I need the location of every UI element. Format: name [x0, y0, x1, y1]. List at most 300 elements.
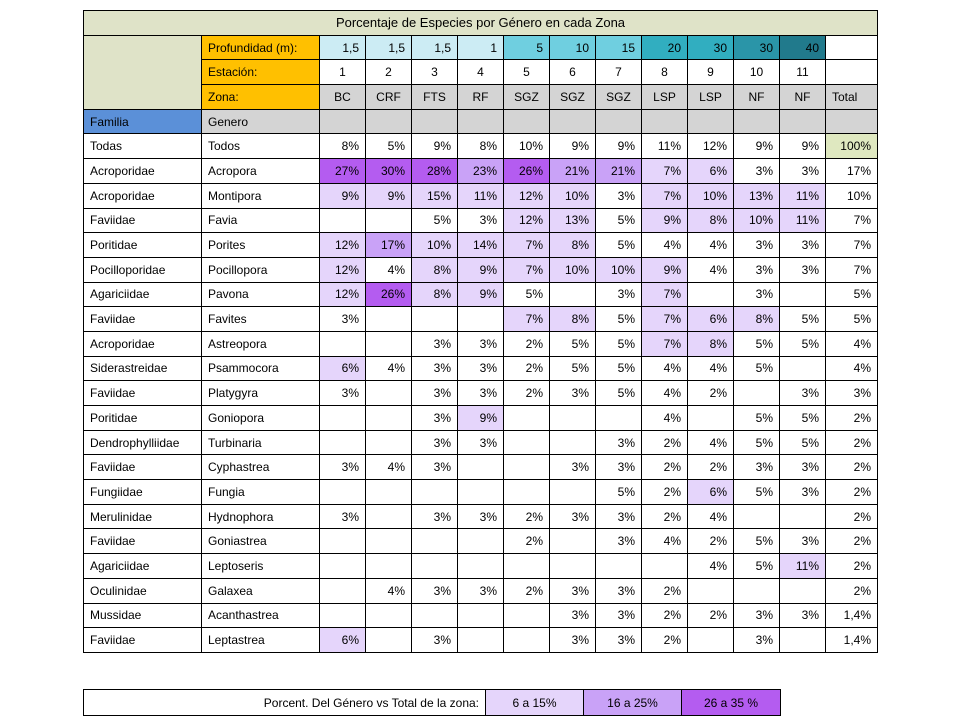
percentage-cell: 2%	[688, 455, 734, 480]
percentage-cell: 5%	[596, 480, 642, 505]
family-cell: Oculinidae	[84, 578, 202, 603]
genus-cell: Acropora	[202, 159, 320, 184]
percentage-cell	[412, 603, 458, 628]
percentage-cell: 3%	[734, 455, 780, 480]
station-cell: 6	[550, 60, 596, 85]
percentage-cell: 12%	[320, 257, 366, 282]
percentage-cell	[366, 504, 412, 529]
percentage-cell: 9%	[458, 282, 504, 307]
percentage-cell: 9%	[366, 183, 412, 208]
percentage-cell: 10%	[550, 183, 596, 208]
percentage-cell: 5%	[734, 331, 780, 356]
percentage-cell	[412, 307, 458, 332]
zone-cell: SGZ	[550, 85, 596, 110]
family-cell: Poritidae	[84, 406, 202, 431]
percentage-cell	[780, 628, 826, 653]
genus-cell: Montipora	[202, 183, 320, 208]
depth-cell: 30	[688, 35, 734, 60]
family-cell: Faviidae	[84, 381, 202, 406]
percentage-cell: 12%	[320, 282, 366, 307]
percentage-cell: 26%	[366, 282, 412, 307]
zone-cell: NF	[734, 85, 780, 110]
total-cell: 2%	[826, 529, 878, 554]
total-cell: 5%	[826, 307, 878, 332]
total-cell: 1,4%	[826, 603, 878, 628]
percentage-cell: 3%	[412, 356, 458, 381]
percentage-cell: 2%	[688, 529, 734, 554]
percentage-cell	[320, 480, 366, 505]
percentage-cell: 6%	[688, 480, 734, 505]
table-row	[84, 208, 878, 233]
percentage-cell	[596, 554, 642, 579]
header-blank-cell	[734, 109, 780, 134]
genus-cell: Acanthastrea	[202, 603, 320, 628]
family-cell: Faviidae	[84, 628, 202, 653]
percentage-cell: 8%	[458, 134, 504, 159]
station-cell: 11	[780, 60, 826, 85]
percentage-cell: 3%	[320, 504, 366, 529]
percentage-cell: 3%	[412, 406, 458, 431]
depth-cell: 40	[780, 35, 826, 60]
percentage-cell	[734, 381, 780, 406]
percentage-cell	[780, 578, 826, 603]
percentage-cell: 9%	[642, 208, 688, 233]
percentage-cell: 27%	[320, 159, 366, 184]
header-blank-cell	[826, 109, 878, 134]
percentage-cell: 4%	[366, 257, 412, 282]
percentage-cell: 4%	[642, 529, 688, 554]
percentage-cell	[366, 480, 412, 505]
percentage-cell	[366, 603, 412, 628]
percentage-cell	[366, 529, 412, 554]
percentage-cell	[458, 480, 504, 505]
genus-cell: Platygyra	[202, 381, 320, 406]
percentage-cell: 3%	[320, 455, 366, 480]
family-cell: Mussidae	[84, 603, 202, 628]
percentage-cell: 2%	[504, 529, 550, 554]
legend-swatch-high: 26 a 35 %	[682, 690, 780, 715]
percentage-cell	[320, 529, 366, 554]
total-cell: 17%	[826, 159, 878, 184]
legend-swatch-mid: 16 a 25%	[584, 690, 682, 715]
total-cell: 2%	[826, 554, 878, 579]
percentage-cell	[412, 554, 458, 579]
total-cell: 4%	[826, 331, 878, 356]
percentage-cell: 21%	[596, 159, 642, 184]
percentage-cell: 3%	[320, 307, 366, 332]
percentage-cell	[550, 430, 596, 455]
percentage-cell: 3%	[596, 578, 642, 603]
percentage-cell	[504, 628, 550, 653]
percentage-cell	[366, 406, 412, 431]
genus-cell: Astreopora	[202, 331, 320, 356]
percentage-cell	[504, 455, 550, 480]
depth-cell: 1	[458, 35, 504, 60]
family-cell: Faviidae	[84, 208, 202, 233]
percentage-cell: 4%	[366, 455, 412, 480]
percentage-cell: 3%	[596, 529, 642, 554]
percentage-cell: 5%	[734, 406, 780, 431]
total-column-header: Total	[826, 85, 878, 110]
percentage-cell: 5%	[596, 307, 642, 332]
percentage-cell	[366, 331, 412, 356]
percentage-cell: 17%	[366, 233, 412, 258]
percentage-cell: 3%	[596, 282, 642, 307]
table-row	[84, 406, 878, 431]
percentage-cell: 5%	[780, 307, 826, 332]
legend-swatch-low: 6 a 15%	[486, 690, 584, 715]
percentage-cell	[320, 603, 366, 628]
station-total-blank	[826, 60, 878, 85]
percentage-cell: 2%	[504, 504, 550, 529]
percentage-cell	[550, 554, 596, 579]
percentage-cell	[320, 406, 366, 431]
percentage-cell: 7%	[642, 307, 688, 332]
percentage-cell: 3%	[550, 603, 596, 628]
station-cell: 3	[412, 60, 458, 85]
genus-cell: Psammocora	[202, 356, 320, 381]
percentage-cell: 3%	[734, 282, 780, 307]
header-blank-cell	[320, 109, 366, 134]
table-row	[84, 257, 878, 282]
percentage-cell: 7%	[504, 307, 550, 332]
depth-cell: 5	[504, 35, 550, 60]
percentage-cell	[320, 331, 366, 356]
header-blank-cell	[366, 109, 412, 134]
percentage-cell: 11%	[780, 554, 826, 579]
percentage-cell: 3%	[596, 455, 642, 480]
percentage-cell	[320, 208, 366, 233]
depth-cell: 20	[642, 35, 688, 60]
table-row	[84, 233, 878, 258]
percentage-cell: 7%	[504, 233, 550, 258]
family-cell: Siderastreidae	[84, 356, 202, 381]
percentage-cell: 9%	[642, 257, 688, 282]
family-cell: Acroporidae	[84, 159, 202, 184]
percentage-cell: 8%	[688, 208, 734, 233]
percentage-cell: 4%	[642, 356, 688, 381]
percentage-cell: 9%	[458, 257, 504, 282]
percentage-cell: 2%	[642, 430, 688, 455]
percentage-cell: 3%	[550, 381, 596, 406]
percentage-cell: 4%	[688, 233, 734, 258]
genus-cell: Fungia	[202, 480, 320, 505]
header-blank-cell	[458, 109, 504, 134]
percentage-cell: 3%	[550, 455, 596, 480]
percentage-cell: 8%	[688, 331, 734, 356]
percentage-cell: 2%	[642, 628, 688, 653]
percentage-cell: 7%	[642, 159, 688, 184]
percentage-cell: 3%	[596, 628, 642, 653]
percentage-cell	[320, 578, 366, 603]
table-row	[84, 578, 878, 603]
table-row	[84, 554, 878, 579]
percentage-cell: 10%	[688, 183, 734, 208]
percentage-cell	[688, 578, 734, 603]
depth-cell: 10	[550, 35, 596, 60]
genus-cell: Pocillopora	[202, 257, 320, 282]
percentage-cell: 4%	[688, 554, 734, 579]
header-blank-cell	[780, 109, 826, 134]
percentage-cell: 3%	[320, 381, 366, 406]
depth-cell: 30	[734, 35, 780, 60]
percentage-cell: 6%	[320, 628, 366, 653]
percentage-cell: 11%	[780, 183, 826, 208]
header-blank-cell	[504, 109, 550, 134]
header-blank-cell	[412, 109, 458, 134]
percentage-cell: 5%	[596, 233, 642, 258]
table-title: Porcentaje de Especies por Género en cada Zona	[84, 11, 878, 36]
header-blank-cell	[688, 109, 734, 134]
percentage-cell	[320, 430, 366, 455]
percentage-cell: 3%	[412, 578, 458, 603]
percentage-cell: 3%	[550, 578, 596, 603]
percentage-cell: 9%	[550, 134, 596, 159]
percentage-cell: 3%	[458, 381, 504, 406]
percentage-cell: 8%	[320, 134, 366, 159]
station-cell: 9	[688, 60, 734, 85]
percentage-cell: 10%	[550, 257, 596, 282]
percentage-cell	[366, 554, 412, 579]
percentage-cell: 23%	[458, 159, 504, 184]
genus-cell: Goniopora	[202, 406, 320, 431]
percentage-cell	[458, 529, 504, 554]
percentage-cell: 4%	[642, 381, 688, 406]
station-label: Estación:	[202, 60, 320, 85]
table-row	[84, 282, 878, 307]
percentage-cell: 5%	[550, 331, 596, 356]
percentage-cell	[550, 480, 596, 505]
percentage-cell	[550, 529, 596, 554]
genus-cell: Cyphastrea	[202, 455, 320, 480]
percentage-cell: 10%	[412, 233, 458, 258]
percentage-cell: 3%	[780, 529, 826, 554]
percentage-cell: 3%	[734, 603, 780, 628]
percentage-cell	[366, 307, 412, 332]
table-row	[84, 307, 878, 332]
percentage-cell: 2%	[504, 356, 550, 381]
percentage-cell: 9%	[780, 134, 826, 159]
zone-cell: NF	[780, 85, 826, 110]
table-row	[84, 504, 878, 529]
percentage-cell: 2%	[642, 578, 688, 603]
table-row	[84, 628, 878, 653]
percentage-cell: 6%	[688, 307, 734, 332]
percentage-cell: 5%	[780, 406, 826, 431]
family-cell: Agariciidae	[84, 282, 202, 307]
percentage-cell	[504, 603, 550, 628]
percentage-cell: 9%	[596, 134, 642, 159]
percentage-cell	[780, 504, 826, 529]
genus-cell: Leptastrea	[202, 628, 320, 653]
depth-cell: 15	[596, 35, 642, 60]
percentage-cell: 11%	[642, 134, 688, 159]
header-blank-cell	[550, 109, 596, 134]
percentage-cell: 3%	[596, 430, 642, 455]
percentage-cell: 3%	[458, 578, 504, 603]
percentage-cell	[458, 554, 504, 579]
station-cell: 5	[504, 60, 550, 85]
percentage-cell	[734, 578, 780, 603]
percentage-cell	[504, 406, 550, 431]
zone-cell: LSP	[642, 85, 688, 110]
percentage-cell: 4%	[688, 430, 734, 455]
genus-cell: Galaxea	[202, 578, 320, 603]
percentage-cell: 5%	[596, 356, 642, 381]
percentage-cell: 7%	[504, 257, 550, 282]
family-cell: Faviidae	[84, 529, 202, 554]
percentage-cell: 10%	[734, 208, 780, 233]
percentage-cell	[550, 282, 596, 307]
percentage-cell: 2%	[504, 578, 550, 603]
percentage-cell: 13%	[550, 208, 596, 233]
percentage-cell: 26%	[504, 159, 550, 184]
family-cell: Todas	[84, 134, 202, 159]
percentage-cell: 9%	[320, 183, 366, 208]
table-row	[84, 331, 878, 356]
station-cell: 7	[596, 60, 642, 85]
percentage-cell: 2%	[504, 331, 550, 356]
table-row	[84, 134, 878, 159]
family-cell: Faviidae	[84, 307, 202, 332]
family-cell: Acroporidae	[84, 183, 202, 208]
percentage-cell: 5%	[734, 529, 780, 554]
percentage-cell: 7%	[642, 183, 688, 208]
percentage-cell: 5%	[412, 208, 458, 233]
percentage-cell: 3%	[412, 455, 458, 480]
percentage-cell	[504, 430, 550, 455]
percentage-cell: 3%	[550, 628, 596, 653]
percentage-cell: 5%	[780, 331, 826, 356]
table-row	[84, 529, 878, 554]
percentage-cell: 3%	[550, 504, 596, 529]
percentage-cell: 3%	[780, 603, 826, 628]
percentage-cell: 3%	[596, 183, 642, 208]
percentage-cell: 2%	[642, 504, 688, 529]
station-cell: 10	[734, 60, 780, 85]
family-cell: Pocilloporidae	[84, 257, 202, 282]
total-cell: 7%	[826, 257, 878, 282]
percentage-cell: 3%	[458, 430, 504, 455]
total-cell: 100%	[826, 134, 878, 159]
percentage-cell: 4%	[688, 356, 734, 381]
station-cell: 4	[458, 60, 504, 85]
percentage-cell	[458, 603, 504, 628]
genus-cell: Goniastrea	[202, 529, 320, 554]
table-row	[84, 455, 878, 480]
total-cell: 7%	[826, 233, 878, 258]
percentage-cell	[412, 529, 458, 554]
percentage-cell	[688, 282, 734, 307]
depth-cell: 1,5	[320, 35, 366, 60]
percentage-cell: 4%	[366, 578, 412, 603]
family-cell: Agariciidae	[84, 554, 202, 579]
percentage-cell	[734, 504, 780, 529]
percentage-cell: 9%	[734, 134, 780, 159]
total-cell: 2%	[826, 406, 878, 431]
percentage-cell: 2%	[642, 455, 688, 480]
percentage-cell: 4%	[642, 233, 688, 258]
percentage-cell	[458, 455, 504, 480]
percentage-cell: 4%	[688, 504, 734, 529]
total-cell: 2%	[826, 480, 878, 505]
percentage-cell	[780, 356, 826, 381]
genus-cell: Favites	[202, 307, 320, 332]
percentage-cell: 3%	[734, 628, 780, 653]
percentage-cell	[780, 282, 826, 307]
total-cell: 1,4%	[826, 628, 878, 653]
percentage-cell: 2%	[688, 603, 734, 628]
depth-total-blank	[826, 35, 878, 60]
genus-cell: Hydnophora	[202, 504, 320, 529]
percentage-cell	[458, 307, 504, 332]
percentage-cell: 12%	[688, 134, 734, 159]
table-row	[84, 356, 878, 381]
table-row	[84, 183, 878, 208]
genus-cell: Todos	[202, 134, 320, 159]
percentage-cell: 3%	[734, 233, 780, 258]
genus-column-header: Genero	[202, 109, 320, 134]
percentage-cell: 3%	[458, 331, 504, 356]
genus-cell: Porites	[202, 233, 320, 258]
percentage-cell: 3%	[458, 504, 504, 529]
zone-cell: RF	[458, 85, 504, 110]
percentage-cell: 12%	[504, 183, 550, 208]
percentage-cell: 3%	[412, 381, 458, 406]
genus-cell: Favia	[202, 208, 320, 233]
depth-label: Profundidad (m):	[202, 35, 320, 60]
percentage-cell: 3%	[412, 430, 458, 455]
station-cell: 8	[642, 60, 688, 85]
percentage-cell: 5%	[596, 381, 642, 406]
percentage-cell	[366, 430, 412, 455]
percentage-cell: 6%	[320, 356, 366, 381]
percentage-cell: 5%	[596, 208, 642, 233]
table-row	[84, 159, 878, 184]
percentage-cell: 8%	[550, 307, 596, 332]
percentage-cell: 4%	[688, 257, 734, 282]
percentage-cell: 5%	[504, 282, 550, 307]
percentage-cell: 3%	[596, 603, 642, 628]
genus-cell: Pavona	[202, 282, 320, 307]
percentage-cell: 30%	[366, 159, 412, 184]
percentage-cell: 2%	[642, 480, 688, 505]
percentage-cell	[550, 406, 596, 431]
total-cell: 2%	[826, 578, 878, 603]
zone-cell: CRF	[366, 85, 412, 110]
percentage-cell: 3%	[780, 381, 826, 406]
percentage-cell: 3%	[412, 504, 458, 529]
zone-cell: SGZ	[504, 85, 550, 110]
percentage-cell: 11%	[458, 183, 504, 208]
percentage-cell	[366, 381, 412, 406]
percentage-cell: 3%	[780, 159, 826, 184]
family-cell: Acroporidae	[84, 331, 202, 356]
percentage-cell	[366, 628, 412, 653]
percentage-cell: 4%	[642, 406, 688, 431]
family-cell: Faviidae	[84, 455, 202, 480]
zone-cell: LSP	[688, 85, 734, 110]
percentage-cell: 10%	[504, 134, 550, 159]
percentage-cell: 8%	[550, 233, 596, 258]
percentage-cell: 4%	[366, 356, 412, 381]
species-percentage-table	[83, 10, 878, 653]
percentage-cell: 3%	[780, 480, 826, 505]
station-cell: 1	[320, 60, 366, 85]
percentage-cell	[642, 554, 688, 579]
percentage-cell: 8%	[734, 307, 780, 332]
percentage-cell: 5%	[734, 430, 780, 455]
